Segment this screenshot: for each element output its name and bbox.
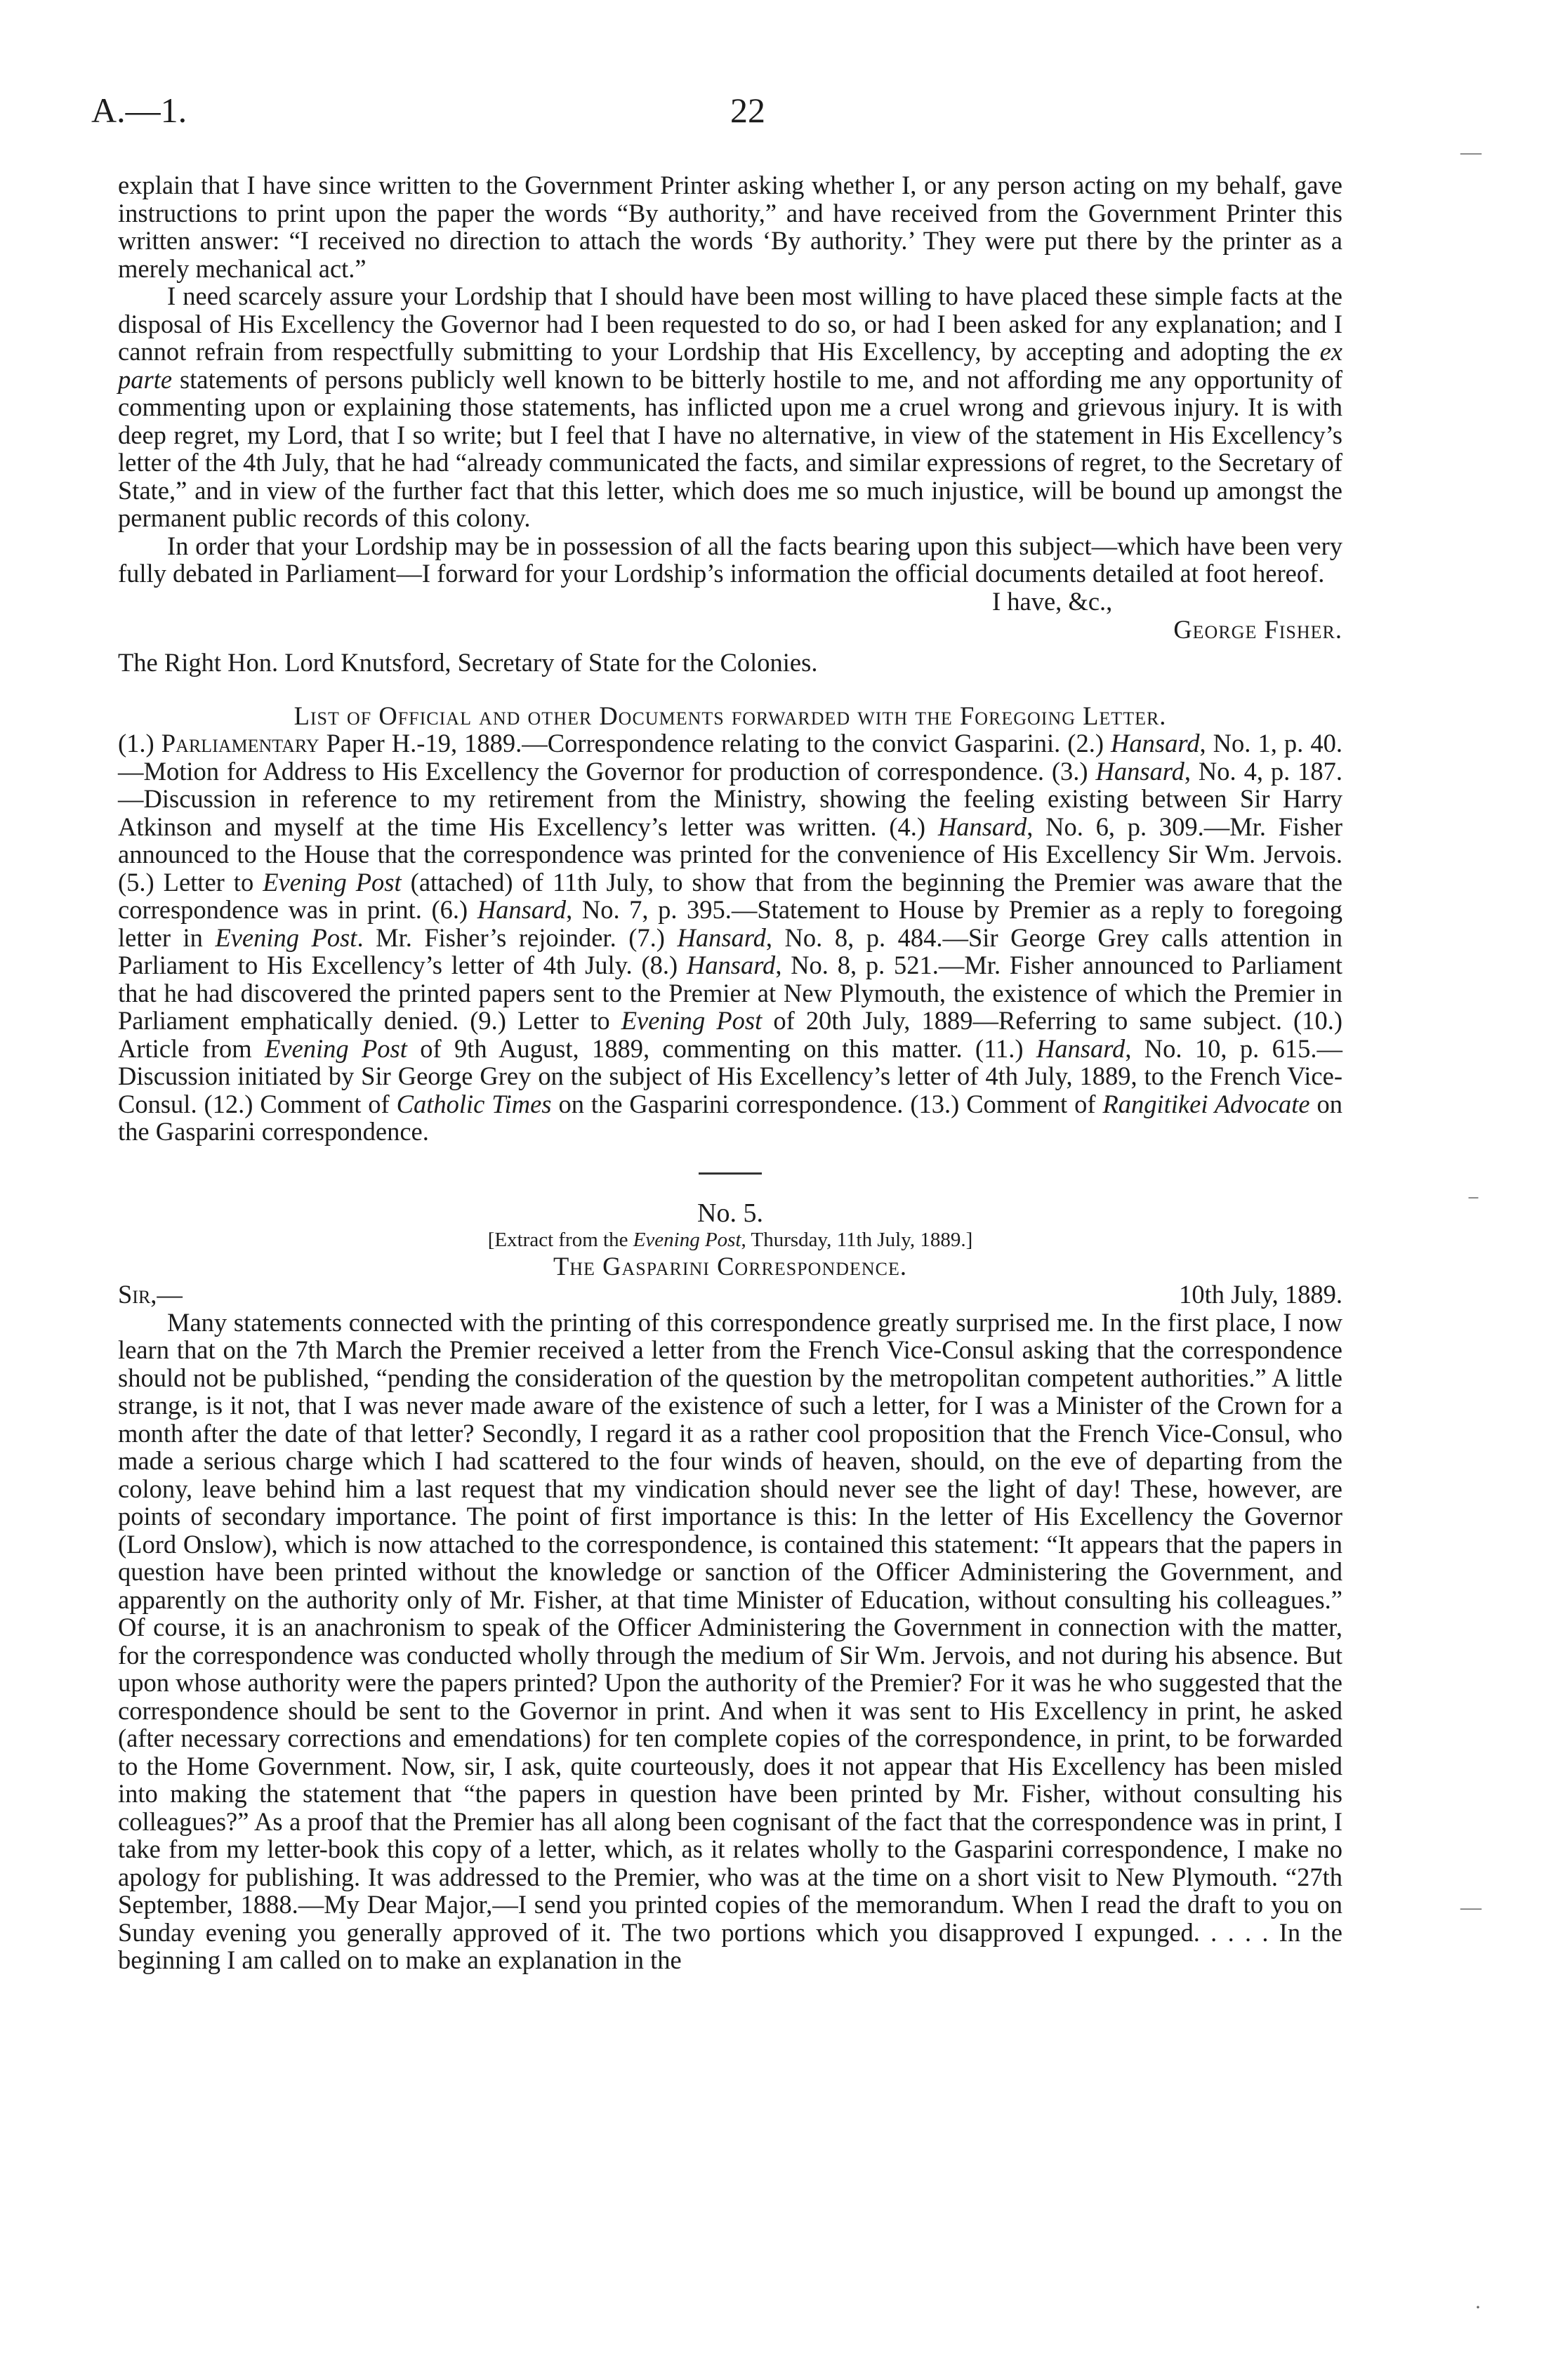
- letter-paragraph-2-text-a: I need scarcely assure your Lordship that I should have been most willing to have placed these simple facts at the disposal of His Excellency the Governor had I been requested to do so, or had I been asked for any explanation; and I cannot refrain from respectfully submitting to your Lordship that His Excellency, by accepting and adopting the: [118, 282, 1342, 366]
- list-item-1-text: Paper H.-19, 1889.—Correspondence relating to the convict Gasparini. (2.): [319, 729, 1111, 758]
- page-header: [91, 90, 1460, 139]
- extract-source-a: [Extract from the: [487, 1229, 633, 1251]
- list-item-8-text: , No. 8, p. 521.—Mr. Fisher announced to Parliament that he had discovered the printed papers sent to the Premier at New Plymouth, the existence of which the Premier in Parliament emphatically denied. (9.) Letter to: [118, 951, 1342, 1035]
- letter-paragraph-2-text-b: statements of persons publicly well known to be bitterly hostile to me, and not affording me any opportunity of commenting upon or explaining those statements, has inflicted upon me a cruel wrong and grievous injury. It is with deep regret, my Lord, that I so write; but I feel that I have no alternative, in view of the statement in His Excellency’s letter of the 4th July, that he had “already communicated the facts, and similar expressions of regret, to the Secretary of State,” and in view of the further fact that this letter, which does me so much injustice, will be bound up amongst the permanent public records of this colony.: [118, 364, 1342, 532]
- main-column: [118, 171, 1342, 1974]
- extract-paper-italic: Evening Post: [633, 1229, 741, 1251]
- letter-paragraph-1: explain that I have since written to the Government Printer asking whether I, or any person acting on my behalf, gave instructions to print upon the paper the words “By authority,” and have received from the Government Printer this written answer: “I received no direction to attach the words ‘By authority.’ They were put there by the printer as a merely mechanical act.”: [118, 171, 1342, 283]
- no5-body: Many statements connected with the printing of this correspondence greatly surprised me. In the first place, I now learn that on the 7th March the Premier received a letter from the French Vice-Consul asking that the correspondence should not be published, “pending the consideration of the question by the metropolitan competent authorities.” A little strange, is it not, that I was never made aware of the existence of such a letter, for I was a Minister of the Crown for a month after the date of that letter? Secondly, I regard it as a rather cool proposition that the French Vice-Consul, who made a serious charge which I had scattered to the four winds of heaven, should, on the eve of departing from the colony, leave behind him a last request that my vindication should never see the light of day! These, however, are points of secondary importance. The point of first importance is this: In the letter of His Excellency the Governor (Lord Onslow), which is now attached to the correspondence, is contained this statement: “It appears that the papers in question have been printed without the knowledge or sanction of the Officer Administering the Government, and apparently on the authority only of Mr. Fisher, at that time Minister of Education, without consulting his colleagues.” Of course, it is an anachronism to speak of the Officer Administering the Government in connection with the matter, for the correspondence was conducted wholly through the medium of Sir Wm. Jervois, and not during his absence. But upon whose authority were the papers printed? Upon the authority of the Premier? For it was he who suggested that the correspondence should be sent to the Governor in print. And when it was sent to His Excellency in print, he asked (after necessary corrections and emendations) for ten complete copies of the correspondence, in print, to be forwarded to the Home Government. Now, sir, I ask, quite courteously, does it not appear that His Excellency has been misled into making the statement that “the papers in question have been printed by Mr. Fisher, without consulting his colleagues?” As a proof that the Premier has all along been cognisant of the fact that the correspondence was in print, I take from my letter-book this copy of a letter, which, as it relates wholly to the Gasparini correspondence, I make no apology for publishing. It was addressed to the Premier, who was at the time on a short visit to New Plymouth. “27th September, 1888.—My Dear Major,—I send you printed copies of the memorandum. When I read the draft to you on Sunday evening you generally approved of it. The two portions which you disapproved I expunged. . . . . In the beginning I am called on to make an explanation in the: [118, 1307, 1342, 1974]
- letter-paragraph-3: In order that your Lordship may be in possession of all the facts bearing upon this subject—which have been very fully debated in Parliament—I forward for your Lordship’s information the official documents detailed at foot hereof.: [118, 531, 1342, 588]
- catholic-times-italic: Catholic Times: [396, 1089, 552, 1118]
- hansard-italic: Hansard: [677, 923, 766, 952]
- list-item-6-text: , No. 7, p. 395.—Statement to House by Premier as a reply to foregoing letter in: [118, 895, 1342, 952]
- evening-post-italic: Evening Post: [621, 1006, 763, 1035]
- list-item-4-text: , No. 6, p. 309.—Mr. Fisher announced to the House that the correspondence was printed for the convenience of His Excellency Sir Wm. Jervois. (5.) Letter to: [118, 812, 1342, 897]
- margin-mark: ·: [1474, 2296, 1481, 2319]
- list-item-6-text-b: . Mr. Fisher’s rejoinder. (7.): [357, 923, 678, 952]
- list-item-9-text: of 20th July, 1889—Referring to same subject. (10.) Article from: [118, 1006, 1342, 1063]
- signature: George Fisher.: [1173, 614, 1342, 644]
- list-item-5-text: (attached) of 11th July, to show that from the beginning the Premier was aware that the correspondence was in print. (6.): [118, 867, 1343, 924]
- margin-mark: −: [1467, 1186, 1479, 1210]
- closing-text: I have, &c.,: [992, 586, 1113, 616]
- list-item-2-text: , No. 1, p. 40.—Motion for Address to His Excellency the Governor for production of correspondence. (3.): [118, 729, 1342, 786]
- evening-post-italic: Evening Post: [263, 867, 402, 897]
- evening-post-italic: Evening Post: [265, 1033, 407, 1063]
- salutation-line: [118, 1281, 1342, 1309]
- hansard-italic: Hansard: [477, 895, 567, 924]
- margin-mark: —: [1460, 1896, 1481, 1919]
- list-item-11-text: , No. 10, p. 615.—Discussion initiated by Sir George Grey on the subject of His Excellency’s letter of 4th July, 1889, to the French Vice-Consul. (12.) Comment of: [118, 1033, 1343, 1118]
- list-item-12-text: on the Gasparini correspondence. (13.) Comment of: [551, 1089, 1103, 1118]
- addressee: The Right Hon. Lord Knutsford, Secretary of State for the Colonies.: [118, 648, 818, 677]
- hansard-italic: Hansard: [1111, 729, 1200, 758]
- list-item-1-number: (1.): [118, 729, 161, 758]
- page-number: 22: [730, 91, 765, 130]
- evening-post-italic: Evening Post: [215, 923, 357, 952]
- hansard-italic: Hansard: [1095, 756, 1184, 786]
- extract-source-b: , Thursday, 11th July, 1889.]: [741, 1229, 973, 1251]
- hansard-italic: Hansard: [686, 951, 776, 979]
- section-title: The Gasparini Correspondence.: [553, 1252, 908, 1281]
- ex-parte-italic: ex parte: [118, 337, 1342, 394]
- closing-line: [118, 588, 1342, 616]
- document-list-title: List of Official and other Documents forwarded with the Foregoing Letter.: [293, 701, 1167, 730]
- extract-source: [118, 1227, 1342, 1252]
- list-item-1-smallcaps: Parliamentary: [161, 729, 319, 758]
- list-item-10-text: of 9th August, 1889, commenting on this matter. (11.): [407, 1033, 1036, 1063]
- list-item-13-text: on the Gasparini correspondence.: [118, 1089, 1343, 1146]
- letter-date: 10th July, 1889.: [1179, 1279, 1342, 1309]
- salutation: Sir,—: [118, 1279, 183, 1309]
- list-item-3-text: , No. 4, p. 187.—Discussion in reference to my retirement from the Ministry, showing the feeling existing between Sir Harry Atkinson and myself at the time His Excellency’s letter was written. (4.): [118, 756, 1342, 841]
- no5-heading: No. 5.: [697, 1198, 763, 1228]
- document-list: [118, 729, 1342, 1146]
- letter-paragraph-2: [118, 282, 1342, 532]
- hansard-italic: Hansard: [1036, 1033, 1126, 1063]
- list-item-7-text: , No. 8, p. 484.—Sir George Grey calls attention in Parliament to His Excellency’s letter of 4th July. (8.): [118, 923, 1342, 979]
- margin-mark: —: [1460, 140, 1481, 164]
- hansard-italic: Hansard: [937, 812, 1027, 841]
- document-reference: A.—1.: [91, 91, 187, 130]
- document-list-text: [118, 729, 1342, 1146]
- rangitikei-advocate-italic: Rangitikei Advocate: [1102, 1089, 1310, 1118]
- section-divider: [699, 1172, 762, 1175]
